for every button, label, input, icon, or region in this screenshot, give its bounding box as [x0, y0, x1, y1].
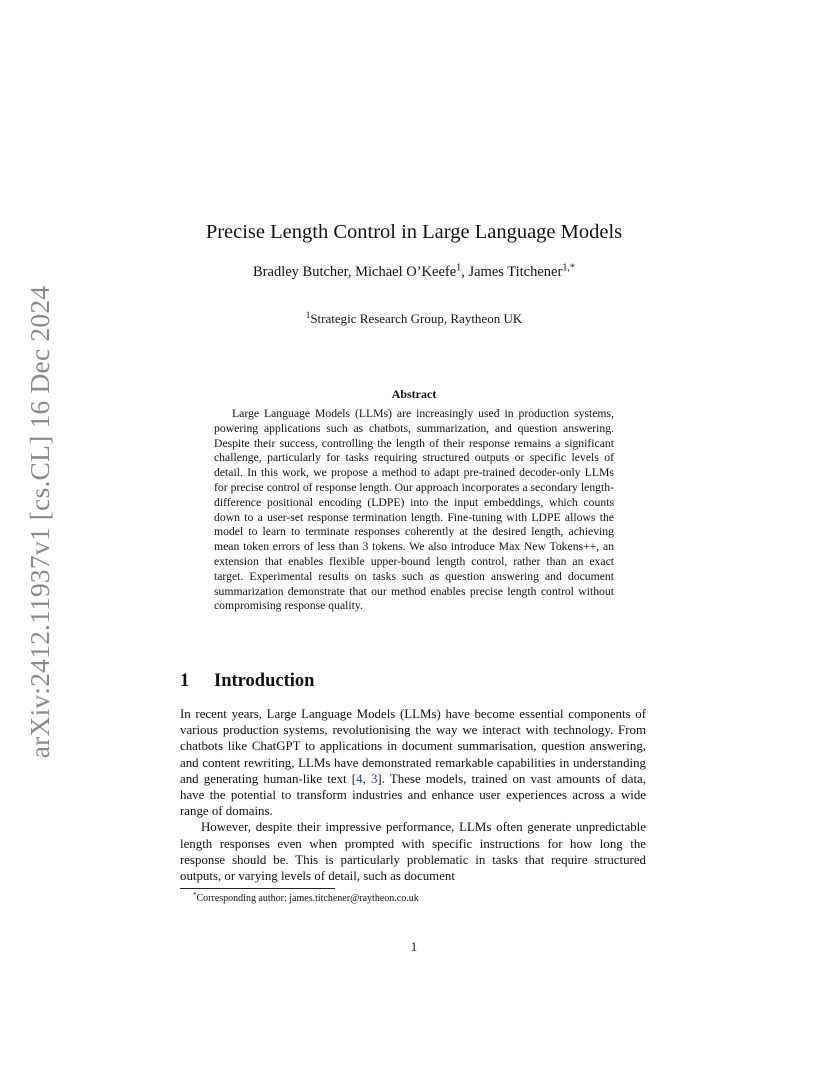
- section-number: 1: [180, 671, 190, 691]
- author-names-2: , James Titchener: [461, 264, 563, 280]
- footnote: [193, 892, 419, 905]
- section-title: Introduction: [214, 671, 315, 691]
- citation-link[interactable]: 3: [370, 771, 378, 786]
- citation-link[interactable]: 4: [356, 771, 363, 786]
- paragraph: [180, 706, 646, 819]
- introduction-body: [180, 706, 646, 884]
- abstract-text: Large Language Models (LLMs) are increasingly used in production systems, powering applications such as chatbots, summarization, and question answering. Despite their success, controlling the length of their response remains a significant challenge, particularly for tasks requiring structured outputs or specific levels of detail. In this work, we propose a method to adapt pre-trained decoder-only LLMs for precise control of response length. Our approach incorporates a secondary length-difference positional encoding (LDPE) into the input embeddings, which counts down to a user-set response termination length. Fine-tuning with LDPE allows the model to learn to terminate responses coherently at the desired length, achieving mean token errors of less than 3 tokens. We also introduce Max New Tokens++, an extension that enables flexible upper-bound length control, rather than an exact target. Experimental results on tasks such as question answering and document summarization demonstrate that our method enables precise length control without compromising response quality.: [214, 407, 614, 613]
- author-list: [150, 262, 678, 282]
- paper-title: Precise Length Control in Large Language Models: [205, 221, 623, 243]
- affiliation-mark: 1: [305, 310, 311, 320]
- paragraph-text: ]. These models, trained on vast amounts of data, have the potential to transform industries and enhance user experiences across a wide range of domains.: [180, 771, 647, 819]
- affiliation: [150, 310, 678, 328]
- affiliation-text: Strategic Research Group, Raytheon UK: [310, 311, 523, 326]
- author-names-1: Bradley Butcher, Michael O’Keefe: [253, 264, 457, 280]
- author-affil-mark-1: 1: [456, 262, 462, 274]
- section-heading-introduction: [180, 669, 314, 693]
- footnote-mark: *: [193, 891, 197, 900]
- citation-separator: ,: [362, 771, 371, 786]
- abstract-heading: Abstract: [391, 387, 437, 401]
- arxiv-sidebar: [22, 287, 58, 757]
- footnote-text: Corresponding author: james.titchener@raytheon.co.uk: [196, 893, 419, 904]
- arxiv-identifier: arXiv:2412.11937v1 [cs.CL] 16 Dec 2024: [24, 285, 55, 759]
- paragraph: However, despite their impressive performance, LLMs often generate unpredictable length responses even when prompted with specific instructions for how long the response should be. This is particularly problematic in tasks that require structured outputs, or varying levels of detail, such as document: [180, 820, 646, 884]
- footnote-divider: [180, 888, 335, 889]
- author-affil-mark-2: 1,*: [562, 262, 575, 274]
- page-number: 1: [410, 939, 418, 954]
- paragraph-text: In recent years, Large Language Models (LLMs) have become essential components of various production systems, revolutionising the way we interact with technology. From chatbots like ChatGPT to applications in document summarisation, question answering, and content rewriting, LLMs have demonstrated remarkable capabilities in understanding and generating human-like text [: [180, 707, 646, 786]
